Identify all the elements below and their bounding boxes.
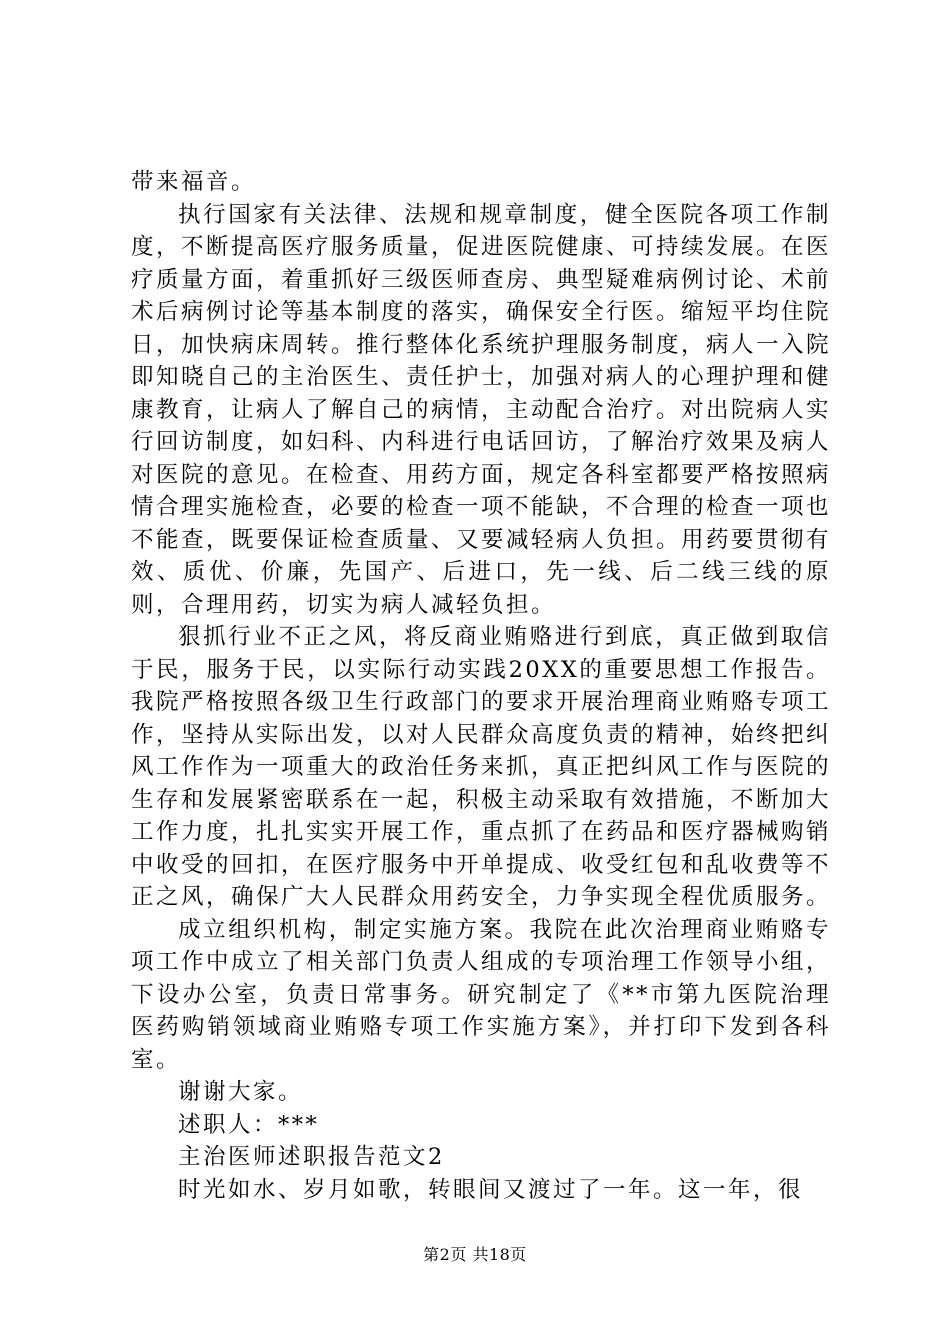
paragraph-continuation: 带来福音。 <box>131 169 257 195</box>
reporter-signature: 述职人：*** <box>178 1111 320 1138</box>
paragraph-medical-quality: 执行国家有关法律、法规和规章制度，健全医院各项工作制度，不断提高医疗服务质量，促进医院健康、可持续发展。在医疗质量方面，着重抓好三级医师查房、典型疑难病例讨论、术前术后病例讨论等基本制度的落实，确保安全行医。缩短平均住院日，加快病床周转。推行整体化系统护理服务制度，病人一入院即知晓自己的主治医生、责任护士，加强对病人的心理护理和健康教育，让病人了解自己的病情，主动配合治疗。对出院病人实行回访制度，如妇科、内科进行电话回访，了解治疗效果及病人对医院的意见。在检查、用药方面，规定各科室都要严格按照病情合理实施检查，必要的检查一项不能缺，不合理的检查一项也不能查，既要保证检查质量、又要减轻病人负担。用药要贯彻有效、质优、价廉，先国产、后进口，先一线、后二线三线的原则，合理用药，切实为病人减轻负担。 <box>131 201 832 618</box>
paragraph-next-report-start: 时光如水、岁月如歌，转眼间又渡过了一年。这一年，很 <box>178 1176 804 1203</box>
section-title: 主治医师述职报告范文2 <box>178 1144 445 1170</box>
paragraph-anti-bribery: 狠抓行业不正之风，将反商业贿赂进行到底，真正做到取信于民，服务于民，以实际行动实践20XX的重要思想工作报告。我院严格按照各级卫生行政部门的要求开展治理商业贿赂专项工作，坚持从实际出发，以对人民群众高度负责的精神，始终把纠风工作作为一项重大的政治任务来抓，真正把纠风工作与医院的生存和发展紧密联系在一起，积极主动采取有效措施，不断加大工作力度，扎扎实实开展工作，重点抓了在药品和医疗器械购销中收受的回扣，在医疗服务中开单提成、收受红包和乱收费等不正之风，确保广大人民群众用药安全，力争实现全程优质服务。 <box>131 624 832 910</box>
page-footer: 第2页 共18页 <box>423 1245 527 1264</box>
closing-thanks: 谢谢大家。 <box>178 1079 304 1105</box>
paragraph-organization: 成立组织机构，制定实施方案。我院在此次治理商业贿赂专项工作中成立了相关部门负责人组成的专项治理工作领导小组，下设办公室，负责日常事务。研究制定了《**市第九医院治理医药购销领域商业贿赂专项工作实施方案》，并打印下发到各科室。 <box>131 916 832 1073</box>
document-body <box>131 166 831 1206</box>
